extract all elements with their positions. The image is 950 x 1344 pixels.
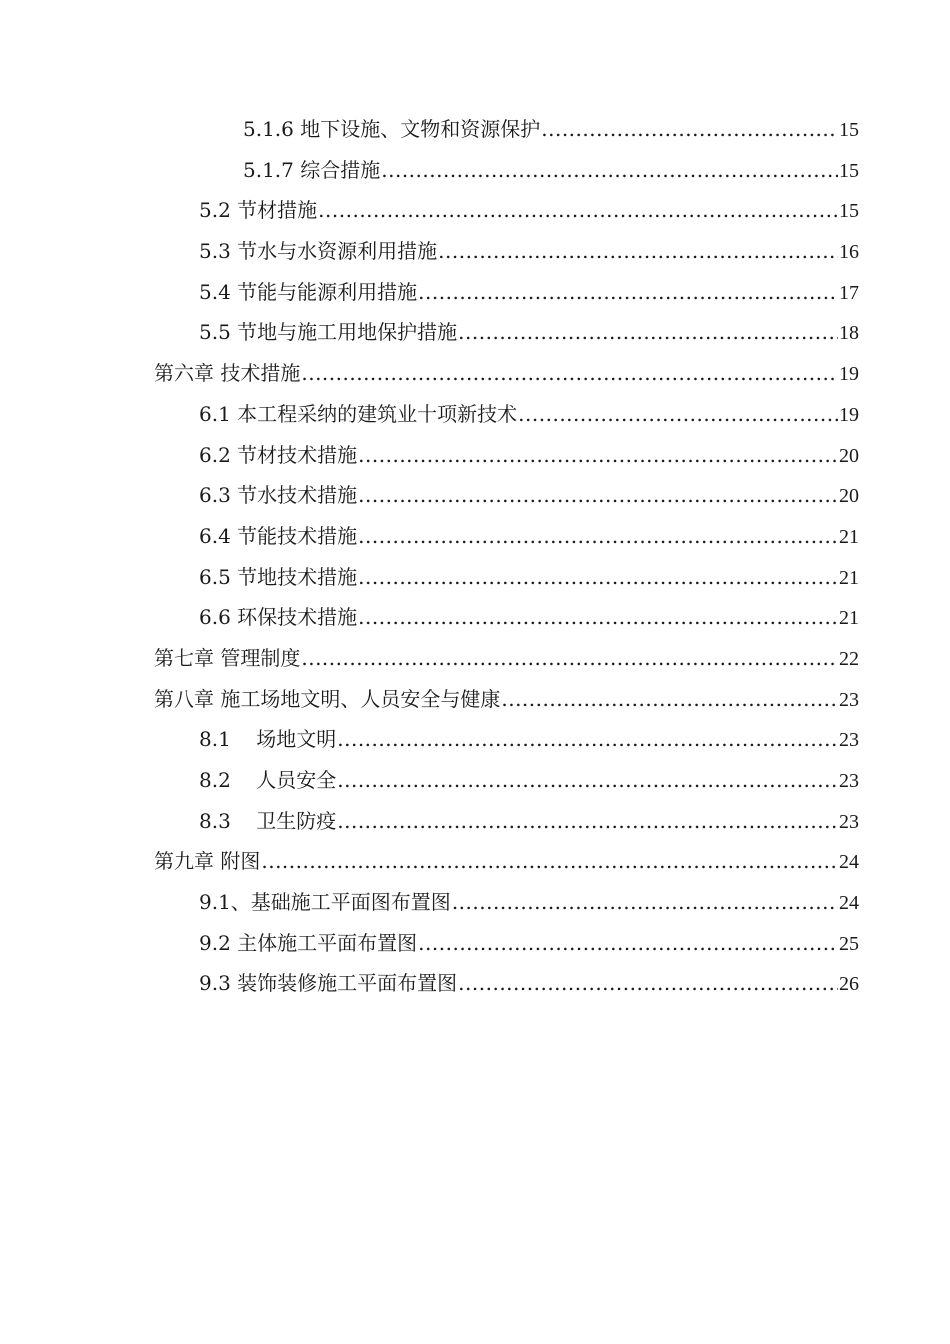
toc-page-number: 24 — [839, 851, 859, 874]
toc-page-number: 20 — [839, 444, 859, 467]
toc-entry-8-1[interactable] — [0, 719, 950, 760]
toc-entry-title: 5.3 节水与水资源利用措施 — [199, 239, 438, 264]
toc-dot-leader — [358, 557, 838, 598]
toc-dot-leader — [337, 719, 838, 760]
toc-page-number: 15 — [839, 159, 859, 182]
toc-entry-6-4[interactable] — [0, 516, 950, 557]
toc-dot-leader — [381, 150, 838, 191]
toc-page-number: 18 — [839, 322, 859, 345]
toc-entry-title: 9.1、基础施工平面图布置图 — [199, 890, 451, 915]
toc-dot-leader — [337, 760, 838, 801]
toc-page-number: 16 — [839, 241, 859, 264]
toc-entry-6-2[interactable] — [0, 435, 950, 476]
toc-page-number: 23 — [839, 810, 859, 833]
toc-dot-leader — [438, 231, 838, 272]
toc-entry-5-4[interactable] — [0, 272, 950, 313]
toc-entry-title: 6.6 环保技术措施 — [199, 605, 358, 630]
toc-dot-leader — [458, 963, 838, 1004]
toc-entry-title: 6.1 本工程采纳的建筑业十项新技术 — [199, 401, 518, 426]
toc-entry-chapter-7[interactable] — [0, 638, 950, 679]
toc-dot-leader — [301, 353, 838, 394]
toc-entry-title: 第七章 管理制度 — [154, 645, 301, 670]
toc-entry-title: 6.3 节水技术措施 — [199, 483, 358, 508]
toc-dot-leader — [458, 312, 838, 353]
toc-entry-title: 第九章 附图 — [154, 849, 261, 874]
toc-page-number: 17 — [839, 281, 859, 304]
toc-entry-title: 8.2 人员安全 — [199, 768, 337, 792]
toc-entry-5-3[interactable] — [0, 231, 950, 272]
toc-entry-8-3[interactable] — [0, 801, 950, 842]
toc-page-number: 21 — [839, 566, 859, 589]
toc-entry-title: 9.3 装饰装修施工平面布置图 — [199, 971, 458, 996]
toc-entry-title: 5.5 节地与施工用地保护措施 — [199, 320, 458, 345]
toc-page-number: 24 — [839, 892, 859, 915]
toc-entry-6-6[interactable] — [0, 597, 950, 638]
toc-entry-5-1-7[interactable] — [0, 150, 950, 191]
toc-entry-title: 6.5 节地技术措施 — [199, 564, 358, 589]
toc-entry-5-5[interactable] — [0, 312, 950, 353]
toc-entry-6-5[interactable] — [0, 557, 950, 598]
toc-page-number: 19 — [839, 403, 859, 426]
toc-entry-title: 5.1.7 综合措施 — [243, 157, 381, 182]
toc-dot-leader — [358, 475, 838, 516]
toc-dot-leader — [501, 679, 838, 720]
toc-entry-title: 8.1 场地文明 — [199, 727, 337, 752]
toc-dot-leader — [318, 190, 838, 231]
toc-page-number: 23 — [839, 729, 859, 752]
toc-entry-5-1-6[interactable] — [0, 109, 950, 150]
toc-dot-leader — [337, 801, 838, 842]
toc-page-number: 15 — [839, 119, 859, 141]
toc-entry-title: 6.4 节能技术措施 — [199, 523, 358, 548]
toc-dot-leader — [358, 516, 838, 557]
toc-entry-9-2[interactable] — [0, 923, 950, 964]
toc-entry-chapter-6[interactable] — [0, 353, 950, 394]
toc-entry-6-3[interactable] — [0, 475, 950, 516]
toc-dot-leader — [418, 923, 838, 964]
toc-entry-9-3[interactable] — [0, 963, 950, 1004]
toc-page-number: 26 — [839, 973, 859, 996]
toc-entry-9-1[interactable] — [0, 882, 950, 923]
toc-entry-title: 第八章 施工场地文明、人员安全与健康 — [154, 686, 501, 711]
toc-dot-leader — [452, 882, 838, 923]
toc-page-number: 20 — [839, 485, 859, 508]
toc-entry-title: 第六章 技术措施 — [154, 361, 301, 386]
toc-entry-chapter-8[interactable] — [0, 679, 950, 720]
toc-dot-leader — [541, 109, 838, 150]
toc-page-number: 25 — [839, 932, 859, 955]
toc-page-number: 21 — [839, 525, 859, 548]
toc-entry-8-2[interactable] — [0, 760, 950, 801]
toc-entry-title: 5.1.6 地下设施、文物和资源保护 — [243, 117, 541, 141]
toc-entry-5-2[interactable] — [0, 190, 950, 231]
toc-dot-leader — [418, 272, 838, 313]
toc-page-number: 23 — [839, 770, 859, 792]
toc-entry-title: 5.2 节材措施 — [199, 198, 318, 223]
toc-page-number: 19 — [839, 363, 859, 386]
toc-entry-title: 9.2 主体施工平面布置图 — [199, 930, 418, 955]
toc-page-number: 15 — [839, 200, 859, 223]
toc-entry-title: 5.4 节能与能源利用措施 — [199, 279, 418, 304]
toc-dot-leader — [358, 435, 838, 476]
toc-page-number: 21 — [839, 607, 859, 630]
toc-dot-leader — [261, 841, 838, 882]
toc-dot-leader — [301, 638, 838, 679]
toc-entry-title: 6.2 节材技术措施 — [199, 442, 358, 467]
toc-dot-leader — [358, 597, 838, 638]
toc-entry-chapter-9[interactable] — [0, 841, 950, 882]
toc-page-number: 22 — [839, 647, 859, 670]
toc-page-number: 23 — [839, 688, 859, 711]
table-of-contents — [0, 109, 950, 1004]
toc-entry-6-1[interactable] — [0, 394, 950, 435]
toc-dot-leader — [518, 394, 838, 435]
toc-entry-title: 8.3 卫生防疫 — [199, 808, 337, 833]
